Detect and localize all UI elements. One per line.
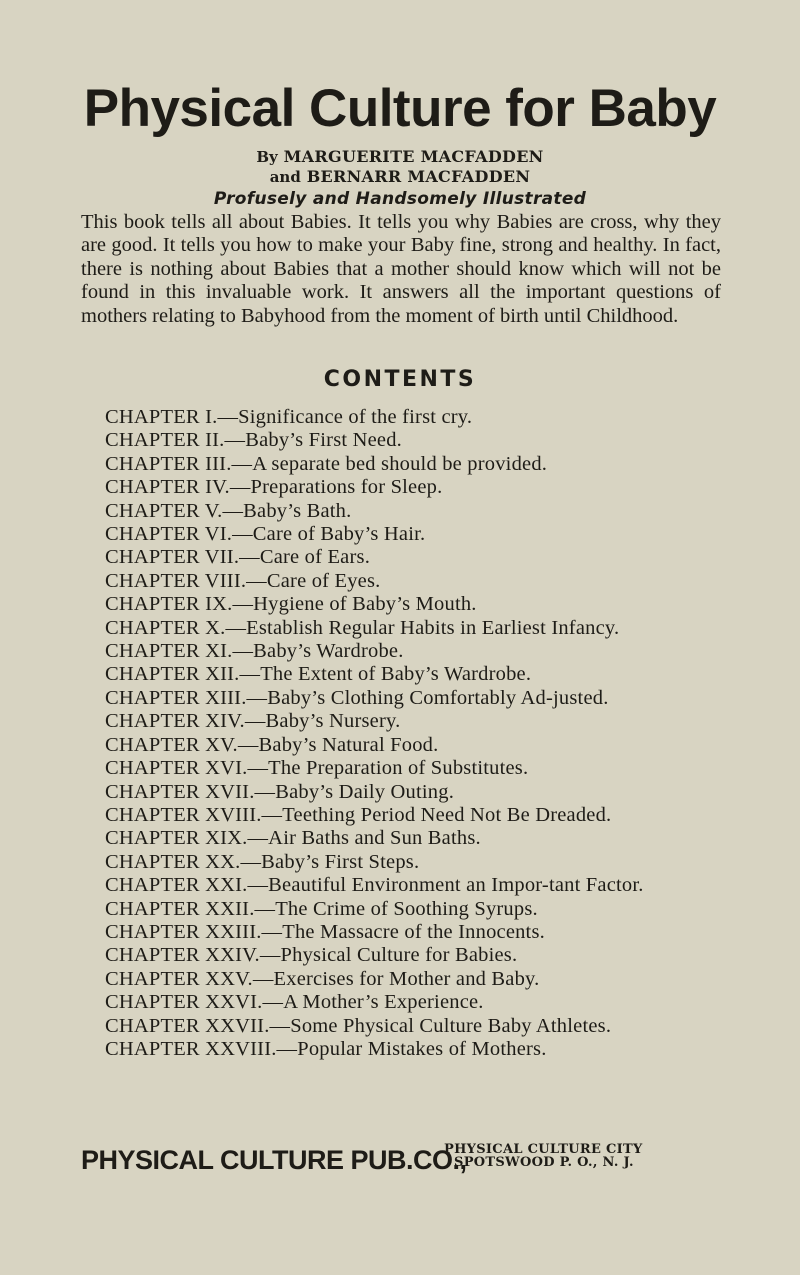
publisher-footer [81, 1142, 731, 1176]
chapter-list [81, 406, 721, 1061]
chapter-item: CHAPTER XIV.—Baby’s Nursery. [105, 710, 401, 733]
chapter-item: CHAPTER XVIII.—Teething Period Need Not Be Dreaded. [105, 803, 612, 826]
chapter-item: CHAPTER XV.—Baby’s Natural Food. [105, 733, 439, 756]
by-label: By [256, 148, 278, 166]
chapter-item: CHAPTER XIII.—Baby’s Clothing Comfortably Ad-justed. [105, 686, 609, 709]
chapter-item: CHAPTER XXIII.—The Massacre of the Innocents. [105, 920, 545, 943]
chapter-item: CHAPTER XVI.—The Preparation of Substitutes. [105, 757, 529, 780]
chapter-item: CHAPTER IX.—Hygiene of Baby’s Mouth. [105, 593, 477, 616]
chapter-item: CHAPTER XIX.—Air Baths and Sun Baths. [105, 827, 481, 850]
contents-heading: CONTENTS [323, 367, 477, 392]
chapter-item: CHAPTER XX.—Baby’s First Steps. [105, 850, 420, 873]
and-label: and [269, 168, 301, 186]
publisher-address [444, 1143, 734, 1169]
address-line-2: SPOTSWOOD P. O., N. J. [454, 1155, 634, 1170]
chapter-item: CHAPTER XXVIII.—Popular Mistakes of Mothers. [105, 1037, 547, 1060]
address-line-1: PHYSICAL CULTURE CITY [444, 1142, 643, 1157]
author-marguerite: MARGUERITE MACFADDEN [283, 147, 544, 166]
publisher-name: PHYSICAL CULTURE PUB.CO., [81, 1145, 467, 1175]
chapter-item: CHAPTER XI.—Baby’s Wardrobe. [105, 640, 404, 663]
description-paragraph: This book tells all about Babies. It tells you why Babies are cross, why they are good. It tells you how to make your Baby fine, strong and healthy. In fact, there is nothing about Babies that a mother should know which will not be found in this invaluable work. It answers all the important questions of mothers relating to Babyhood from the moment of birth until Childhood. [81, 211, 721, 327]
chapter-item: CHAPTER XXII.—The Crime of Soothing Syrups. [105, 897, 538, 920]
chapter-item: CHAPTER II.—Baby’s First Need. [105, 429, 402, 452]
chapter-item: CHAPTER XXI.—Beautiful Environment an Impor-tant Factor. [105, 874, 644, 897]
chapter-item: CHAPTER I.—Significance of the first cry. [105, 406, 473, 428]
chapter-item: CHAPTER XVII.—Baby’s Daily Outing. [105, 780, 455, 803]
chapter-item: CHAPTER V.—Baby’s Bath. [105, 499, 352, 522]
chapter-item: CHAPTER VIII.—Care of Eyes. [105, 569, 381, 592]
author-bernarr: BERNARR MACFADDEN [306, 167, 531, 186]
chapter-item: CHAPTER IV.—Preparations for Sleep. [105, 476, 443, 499]
author-credits [0, 147, 800, 187]
chapter-item: CHAPTER XXIV.—Physical Culture for Babies. [105, 944, 518, 967]
tagline: Profusely and Handsomely Illustrated [213, 189, 587, 209]
book-title: Physical Culture for Baby [83, 79, 717, 138]
chapter-item: CHAPTER VII.—Care of Ears. [105, 546, 371, 569]
chapter-item: CHAPTER VI.—Care of Baby’s Hair. [105, 523, 426, 546]
chapter-item: CHAPTER XII.—The Extent of Baby’s Wardrobe. [105, 663, 532, 686]
chapter-item: CHAPTER XXVII.—Some Physical Culture Baby Athletes. [105, 1014, 612, 1037]
chapter-item: CHAPTER XXV.—Exercises for Mother and Baby. [105, 967, 540, 990]
chapter-item: CHAPTER XXVI.—A Mother’s Experience. [105, 991, 484, 1014]
chapter-item: CHAPTER III.—A separate bed should be provided. [105, 452, 548, 475]
chapter-item: CHAPTER X.—Establish Regular Habits in Earliest Infancy. [105, 616, 620, 639]
